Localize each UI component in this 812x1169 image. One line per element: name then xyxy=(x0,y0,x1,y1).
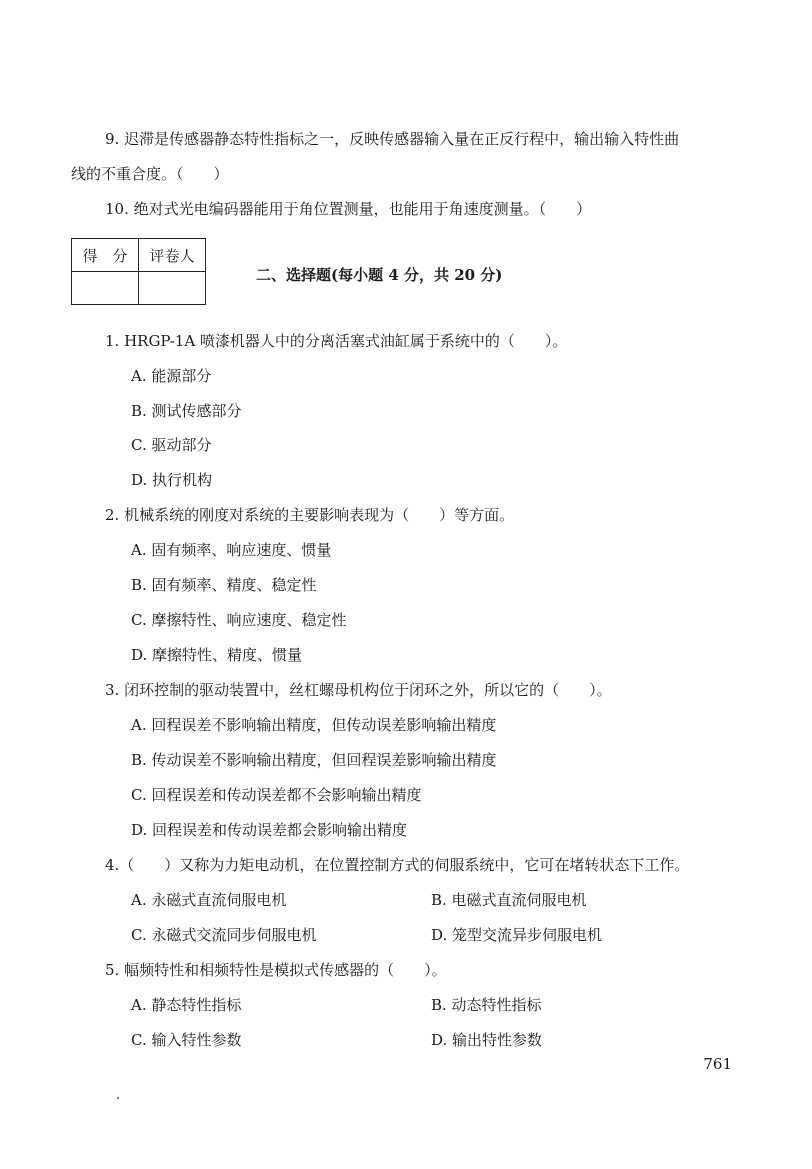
mc-q2-option-c: C. 摩擦特性、响应速度、稳定性 xyxy=(131,611,347,629)
scan-speck xyxy=(117,1097,119,1099)
grader-label: 评卷人 xyxy=(139,239,206,272)
mc-q3-option-c: C. 回程误差和传动误差都不会影响输出精度 xyxy=(131,786,422,804)
mc-q4-option-a: A. 永磁式直流伺服电机 xyxy=(131,891,287,909)
mc-q5-option-a: A. 静态特性指标 xyxy=(131,996,242,1014)
mc-q3-option-d: D. 回程误差和传动误差都会影响输出精度 xyxy=(131,821,408,839)
tf-q9-line2: 线的不重合度。（ ） xyxy=(71,165,229,183)
score-box xyxy=(71,238,206,305)
score-cell xyxy=(72,272,139,305)
mc-q5-option-d: D. 输出特性参数 xyxy=(431,1031,543,1049)
section-title: 二、选择题(每小题 4 分，共 20 分) xyxy=(256,266,503,284)
mc-q5-option-c: C. 输入特性参数 xyxy=(131,1031,242,1049)
mc-q4-stem: 4.（ ）又称为力矩电动机，在位置控制方式的伺服系统中，它可在堵转状态下工作。 xyxy=(105,856,690,874)
mc-q2-option-d: D. 摩擦特性、精度、惯量 xyxy=(131,646,303,664)
mc-q1-option-c: C. 驱动部分 xyxy=(131,436,212,454)
page-number: 761 xyxy=(703,1055,732,1073)
mc-q5-option-b: B. 动态特性指标 xyxy=(431,996,542,1014)
mc-q3-option-a: A. 回程误差不影响输出精度，但传动误差影响输出精度 xyxy=(131,716,497,734)
mc-q1-option-d: D. 执行机构 xyxy=(131,471,213,489)
mc-q3-stem: 3. 闭环控制的驱动装置中，丝杠螺母机构位于闭环之外，所以它的（ ）。 xyxy=(105,681,612,699)
mc-q4-option-c: C. 永磁式交流同步伺服电机 xyxy=(131,926,317,944)
score-label: 得 分 xyxy=(72,239,139,272)
grader-cell xyxy=(139,272,206,305)
tf-q10: 10. 绝对式光电编码器能用于角位置测量，也能用于角速度测量。（ ） xyxy=(105,200,592,218)
mc-q5-stem: 5. 幅频特性和相频特性是模拟式传感器的（ ）。 xyxy=(105,961,447,979)
mc-q2-option-a: A. 固有频率、响应速度、惯量 xyxy=(131,541,332,559)
mc-q4-option-d: D. 笼型交流异步伺服电机 xyxy=(431,926,603,944)
mc-q2-option-b: B. 固有频率、精度、稳定性 xyxy=(131,576,317,594)
mc-q2-stem: 2. 机械系统的刚度对系统的主要影响表现为（ ）等方面。 xyxy=(105,506,515,524)
tf-q9-line1: 9. 迟滞是传感器静态特性指标之一，反映传感器输入量在正反行程中，输出输入特性曲 xyxy=(105,130,680,148)
mc-q1-option-b: B. 测试传感部分 xyxy=(131,402,242,420)
mc-q4-option-b: B. 电磁式直流伺服电机 xyxy=(431,891,587,909)
mc-q1-stem: 1. HRGP-1A 喷漆机器人中的分离活塞式油缸属于系统中的（ ）。 xyxy=(105,332,568,350)
mc-q3-option-b: B. 传动误差不影响输出精度，但回程误差影响输出精度 xyxy=(131,751,497,769)
mc-q1-option-a: A. 能源部分 xyxy=(131,367,212,385)
